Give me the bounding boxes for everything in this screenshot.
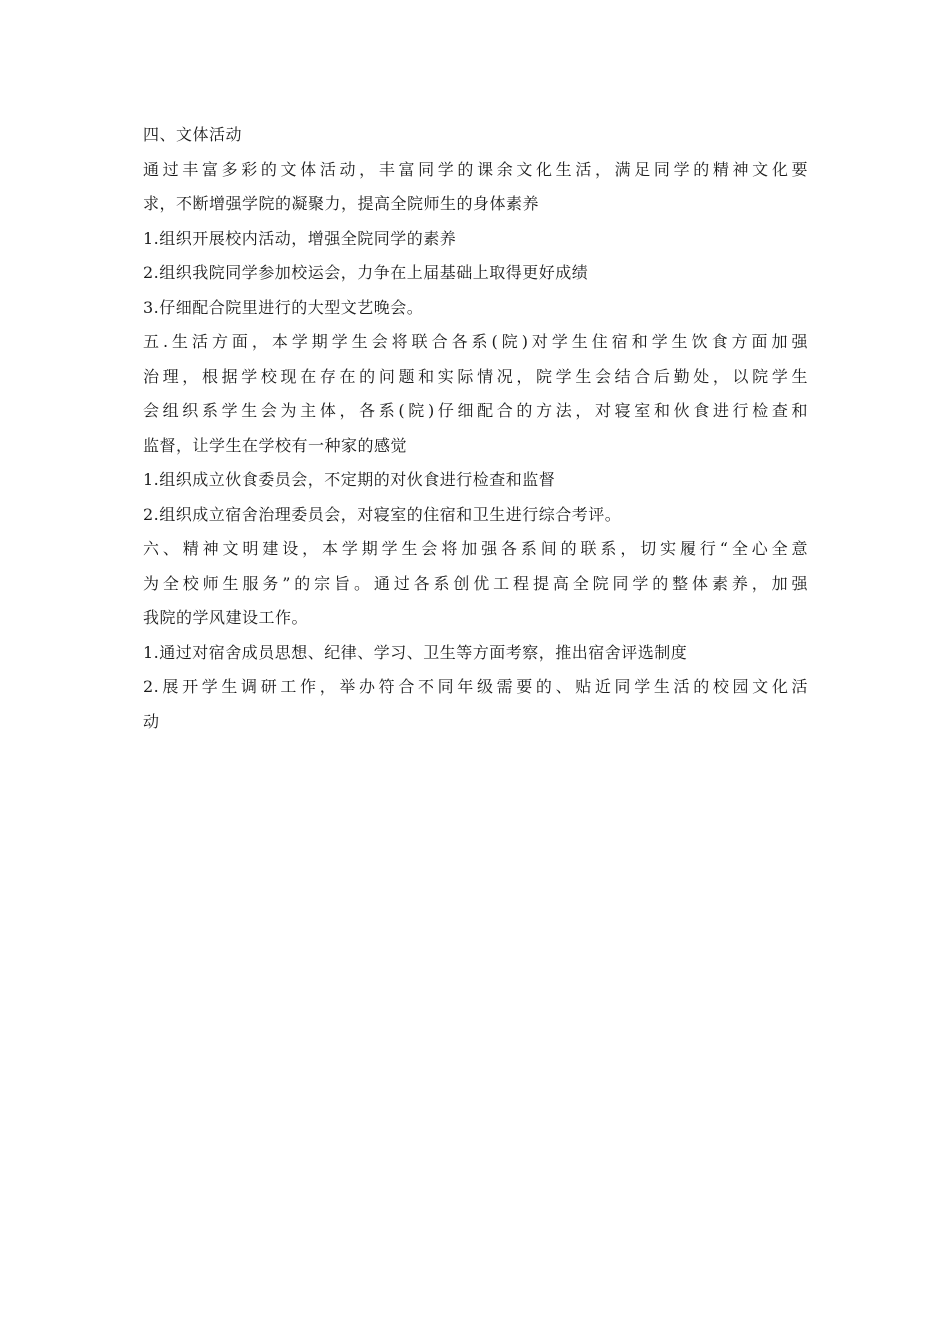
- list-item: 2.展开学生调研工作，举办符合不同年级需要的、贴近同学生活的校园文化活: [143, 677, 808, 696]
- list-item: 1.组织开展校内活动，增强全院同学的素养: [143, 228, 457, 248]
- section-heading-shenghuo: 五.生活方面，本学期学生会将联合各系(院)对学生住宿和学生饮食方面加强: [143, 332, 808, 351]
- section-heading-wenti: 四、文体活动: [143, 125, 243, 144]
- list-item: 1.通过对宿舍成员思想、纪律、学习、卫生等方面考察，推出宿舍评选制度: [143, 642, 688, 662]
- paragraph-line: 动: [143, 711, 160, 731]
- paragraph-line: 会组织系学生会为主体，各系(院)仔细配合的方法，对寝室和伙食进行检查和: [143, 401, 808, 420]
- paragraph-line: 通过丰富多彩的文体活动，丰富同学的课余文化生活，满足同学的精神文化要: [143, 159, 808, 179]
- list-item: 3.仔细配合院里进行的大型文艺晚会。: [143, 297, 424, 317]
- paragraph-line: 我院的学风建设工作。: [143, 608, 309, 627]
- list-item: 1.组织成立伙食委员会，不定期的对伙食进行检查和监督: [143, 470, 556, 489]
- paragraph-line: 为全校师生服务”的宗旨。通过各系创优工程提高全院同学的整体素养，加强: [143, 573, 808, 593]
- paragraph-line: 治理，根据学校现在存在的问题和实际情况，院学生会结合后勤处，以院学生: [143, 366, 808, 386]
- list-item: 2.组织成立宿舍治理委员会，对寝室的住宿和卫生进行综合考评。: [143, 504, 622, 524]
- section-heading-jingshen: 六、精神文明建设，本学期学生会将加强各系间的联系，切实履行“全心全意: [143, 539, 808, 558]
- list-item: 2.组织我院同学参加校运会，力争在上届基础上取得更好成绩: [143, 263, 589, 282]
- paragraph-line: 求，不断增强学院的凝聚力，提高全院师生的身体素养: [143, 194, 540, 213]
- document-body: [143, 118, 808, 739]
- paragraph-line: 监督，让学生在学校有一种家的感觉: [143, 435, 408, 455]
